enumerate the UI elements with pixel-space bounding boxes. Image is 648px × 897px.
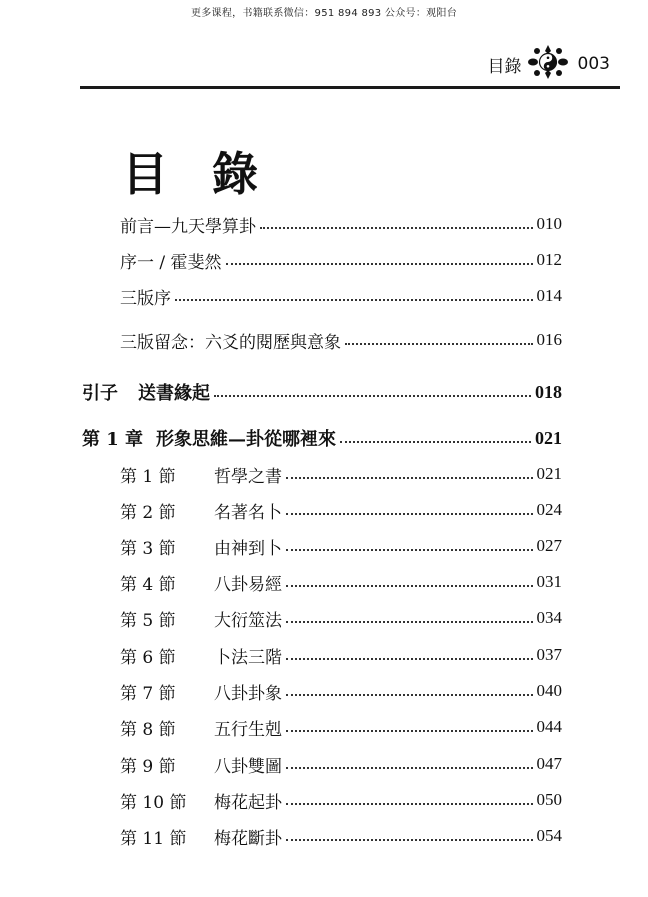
toc-entry-page: 040 (536, 681, 562, 700)
toc-entry-section[interactable] (120, 822, 562, 850)
section-title: 卜法三階 (214, 647, 282, 668)
toc-entry-label: 三版序 (120, 288, 171, 309)
toc-entry-page: 047 (536, 754, 562, 773)
toc-entry-section[interactable] (120, 641, 562, 669)
toc-entry-page: 044 (536, 717, 562, 736)
leader-dots (345, 342, 533, 345)
section-title: 由神到卜 (214, 538, 282, 559)
toc-entry-label: 前言—九天學算卦 (120, 216, 256, 237)
section-title: 哲學之書 (214, 466, 282, 487)
toc-entry-preface[interactable] (120, 246, 562, 274)
leader-dots (286, 620, 533, 623)
toc-entry-page: 031 (536, 572, 562, 591)
leader-dots (286, 548, 533, 551)
page-title: 目 錄 (122, 147, 273, 201)
toc-entry-page: 050 (536, 790, 562, 809)
section-title: 名著名卜 (214, 502, 282, 523)
section-number: 第 3 節 (120, 538, 176, 559)
toc-entry-preface[interactable] (120, 210, 562, 238)
leader-dots (286, 476, 533, 479)
toc-entry-page: 010 (536, 214, 562, 233)
toc-entry-label (120, 606, 282, 631)
section-number: 第 5 節 (120, 610, 176, 631)
toc-entry-section[interactable] (120, 496, 562, 524)
section-number: 第 7 節 (120, 683, 176, 704)
toc-entry-section[interactable] (120, 786, 562, 814)
leader-dots (286, 657, 533, 660)
section-title: 大衍筮法 (214, 610, 282, 631)
toc-entry-chapter[interactable] (82, 424, 562, 452)
section-number: 第 8 節 (120, 719, 176, 740)
toc-entry-label (120, 498, 282, 523)
leader-dots (286, 838, 533, 841)
toc-entry-preface[interactable] (120, 326, 562, 354)
section-number: 第 1 節 (120, 466, 176, 487)
toc-entry-label (82, 425, 336, 451)
toc-entry-section[interactable] (120, 750, 562, 778)
toc-entry-label (120, 752, 282, 777)
toc-entry-page: 021 (535, 427, 562, 448)
toc-entry-preface[interactable] (120, 282, 562, 310)
toc-entry-label (120, 534, 282, 559)
toc-entry-section[interactable] (120, 604, 562, 632)
toc-entry-label: 三版留念：六爻的閱歷與意象 (120, 332, 341, 353)
leader-dots (286, 729, 533, 732)
section-title: 梅花起卦 (214, 792, 282, 813)
chapter-number: 第 1 章 (82, 429, 144, 450)
running-head-page-number: 003 (577, 54, 610, 74)
intro-number: 引子 (82, 383, 118, 404)
section-title: 梅花斷卦 (214, 828, 282, 849)
toc-entry-section[interactable] (120, 568, 562, 596)
taiji-lotus-ornament-icon (528, 44, 568, 84)
leader-dots (340, 440, 531, 443)
section-number: 第 4 節 (120, 574, 176, 595)
section-title: 八卦易經 (214, 574, 282, 595)
toc-entry-label (120, 788, 282, 813)
toc-entry-label: 序一 / 霍斐然 (120, 252, 222, 273)
toc-entry-page: 016 (536, 330, 562, 349)
leader-dots (286, 693, 533, 696)
section-number: 第 9 節 (120, 756, 176, 777)
section-number: 第 11 節 (120, 828, 187, 849)
toc-entry-section[interactable] (120, 677, 562, 705)
toc-entry-label (120, 570, 282, 595)
header-rule (80, 86, 620, 89)
toc-entry-page: 018 (535, 381, 562, 402)
toc-entry-label (120, 715, 282, 740)
toc-entry-page: 037 (536, 645, 562, 664)
toc-entry-page: 034 (536, 608, 562, 627)
section-number: 第 6 節 (120, 647, 176, 668)
toc-entry-section[interactable] (120, 713, 562, 741)
toc-entry-label (120, 462, 282, 487)
leader-dots (286, 512, 533, 515)
chapter-title: 形象思維—卦從哪裡來 (156, 429, 336, 450)
toc-entry-section[interactable] (120, 460, 562, 488)
toc-entry-page: 012 (536, 250, 562, 269)
leader-dots (286, 584, 533, 587)
section-title: 八卦卦象 (214, 683, 282, 704)
section-title: 五行生剋 (214, 719, 282, 740)
toc-entry-page: 024 (536, 500, 562, 519)
leader-dots (214, 394, 531, 397)
running-head-title: 目錄 (487, 56, 522, 77)
section-title: 八卦雙圖 (214, 756, 282, 777)
leader-dots (286, 802, 533, 805)
toc-entry-page: 054 (536, 826, 562, 845)
leader-dots (286, 766, 533, 769)
watermark-contact-text: 更多课程，书籍联系微信：951 894 893 公众号：观阳台 (190, 8, 458, 19)
toc-entry-page: 021 (536, 464, 562, 483)
section-number: 第 10 節 (120, 792, 187, 813)
leader-dots (175, 298, 533, 301)
toc-entry-intro[interactable] (82, 378, 562, 406)
toc-entry-label (120, 824, 282, 849)
leader-dots (260, 226, 533, 229)
running-head (488, 46, 610, 82)
toc-entry-label (82, 379, 210, 405)
toc-entry-section[interactable] (120, 532, 562, 560)
toc-entry-label (120, 679, 282, 704)
toc-entry-page: 027 (536, 536, 562, 555)
leader-dots (226, 262, 533, 265)
toc-entry-label (120, 643, 282, 668)
section-number: 第 2 節 (120, 502, 176, 523)
intro-title: 送書緣起 (138, 383, 210, 404)
toc-entry-page: 014 (536, 286, 562, 305)
